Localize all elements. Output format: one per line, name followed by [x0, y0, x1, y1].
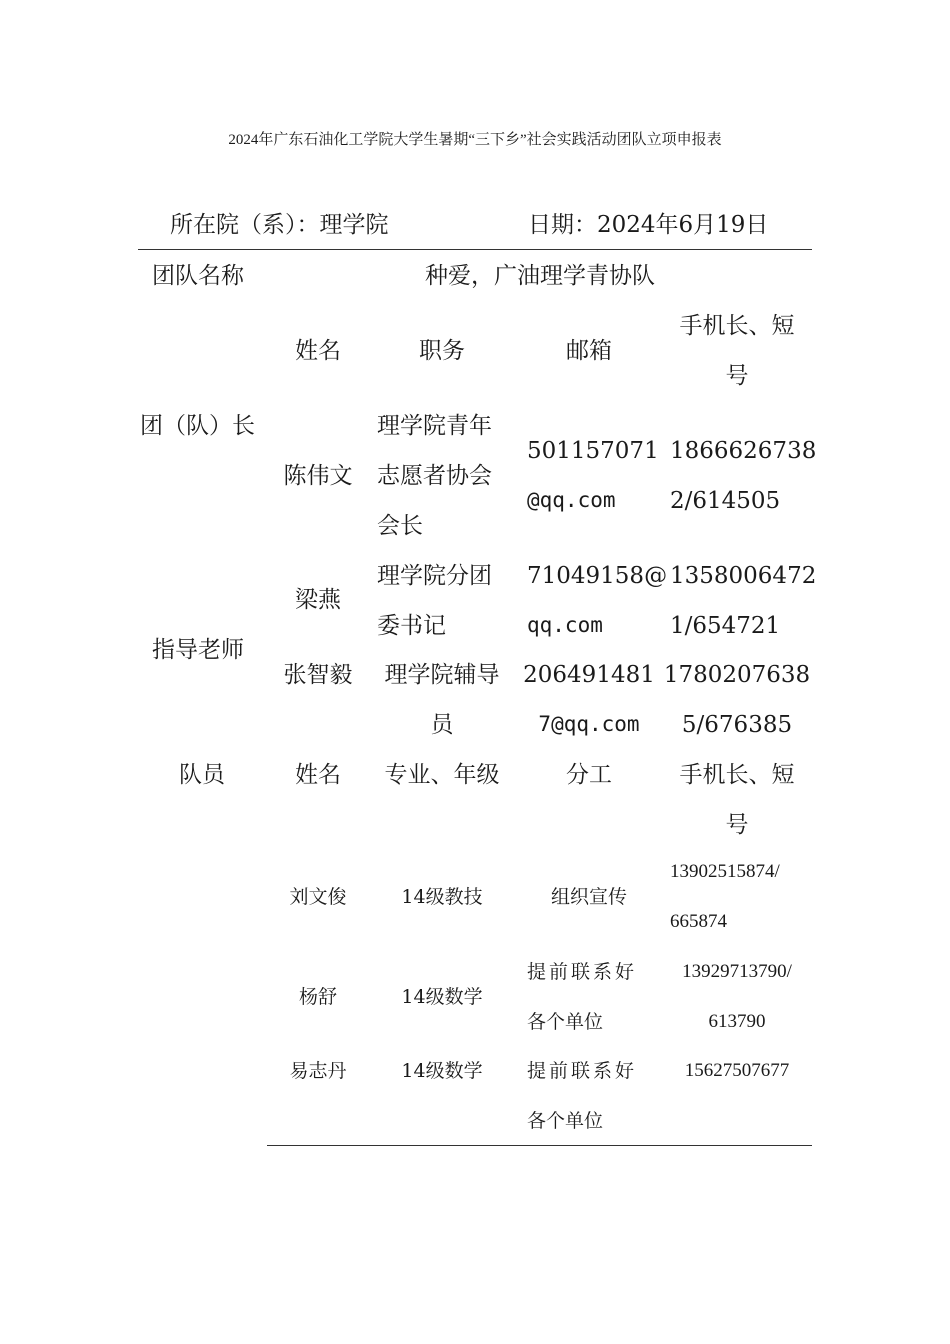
advisor-phone-2: 1/654721 [670, 613, 781, 639]
member-major: 14级数学 [401, 1060, 483, 1082]
leader-header-email: 邮箱 [566, 338, 612, 364]
member-phone-2: 613790 [708, 1011, 766, 1032]
member-role-1: 提前联系好 [527, 961, 638, 983]
leader-email-2: @qq.com [527, 488, 616, 512]
top-rule [138, 249, 812, 250]
member-header-phone-1: 手机长、短 [679, 762, 795, 788]
advisor-email-1: 71049158@ [527, 563, 668, 589]
leader-name: 陈伟文 [283, 463, 353, 489]
member-phone-1: 13902515874/ [670, 861, 780, 882]
member-header-name: 姓名 [295, 762, 341, 788]
advisor-name: 梁燕 [295, 587, 341, 613]
advisor-email-1: 206491481 [523, 662, 655, 688]
advisor-phone-2: 5/676385 [681, 712, 793, 738]
team-name-label: 团队名称 [152, 263, 244, 289]
advisor-position-2: 员 [430, 712, 454, 738]
leader-header-name: 姓名 [295, 338, 341, 364]
leader-position-2: 志愿者协会 [377, 463, 492, 489]
leader-header-phone-1: 手机长、短 [679, 313, 795, 339]
member-role-2: 各个单位 [527, 1110, 604, 1132]
leader-position-3: 会长 [377, 513, 423, 539]
advisor-position-1: 理学院分团 [377, 563, 492, 589]
member-phone-1: 13929713790/ [682, 961, 792, 982]
advisor-email-2: qq.com [527, 613, 603, 637]
member-phone-2: 665874 [670, 911, 727, 932]
advisor-name: 张智毅 [283, 662, 353, 688]
member-name: 易志丹 [289, 1060, 347, 1082]
member-phone-1: 15627507677 [684, 1060, 790, 1081]
date-label: 日期：2024年6月19日 [528, 212, 769, 238]
member-major: 14级数学 [401, 986, 483, 1008]
member-name: 杨舒 [298, 986, 338, 1008]
leader-position-1: 理学院青年 [377, 413, 492, 439]
leader-phone-1: 1866626738 [670, 438, 817, 464]
bottom-rule [267, 1145, 812, 1146]
advisor-position-2: 委书记 [377, 613, 446, 639]
leader-header-phone-2: 号 [725, 363, 749, 389]
leader-phone-2: 2/614505 [670, 488, 781, 514]
member-role-1: 提前联系好 [527, 1060, 638, 1082]
department-label: 所在院（系）：理学院 [170, 212, 389, 238]
member-name: 刘文俊 [289, 886, 347, 908]
advisor-phone-1: 1358006472 [670, 563, 817, 589]
member-header-role: 分工 [566, 762, 612, 788]
advisor-label: 指导老师 [152, 637, 244, 663]
advisor-position-1: 理学院辅导 [384, 662, 500, 688]
leader-email-1: 501157071 [527, 438, 659, 464]
members-label: 队员 [179, 762, 225, 788]
member-header-phone-2: 号 [725, 812, 749, 838]
advisor-phone-1: 1780207638 [663, 662, 811, 688]
document-title: 2024年广东石油化工学院大学生暑期“三下乡”社会实践活动团队立项申报表 [228, 132, 722, 148]
leader-header-position: 职务 [419, 338, 465, 364]
member-role-1: 组织宣传 [550, 886, 628, 908]
leader-label: 团（队）长 [140, 413, 255, 439]
team-name-value: 种爱，广油理学青协队 [425, 263, 655, 289]
member-header-major: 专业、年级 [384, 762, 500, 788]
member-role-2: 各个单位 [527, 1011, 604, 1033]
advisor-email-2: 7@qq.com [538, 712, 640, 736]
member-major: 14级教技 [401, 886, 483, 908]
